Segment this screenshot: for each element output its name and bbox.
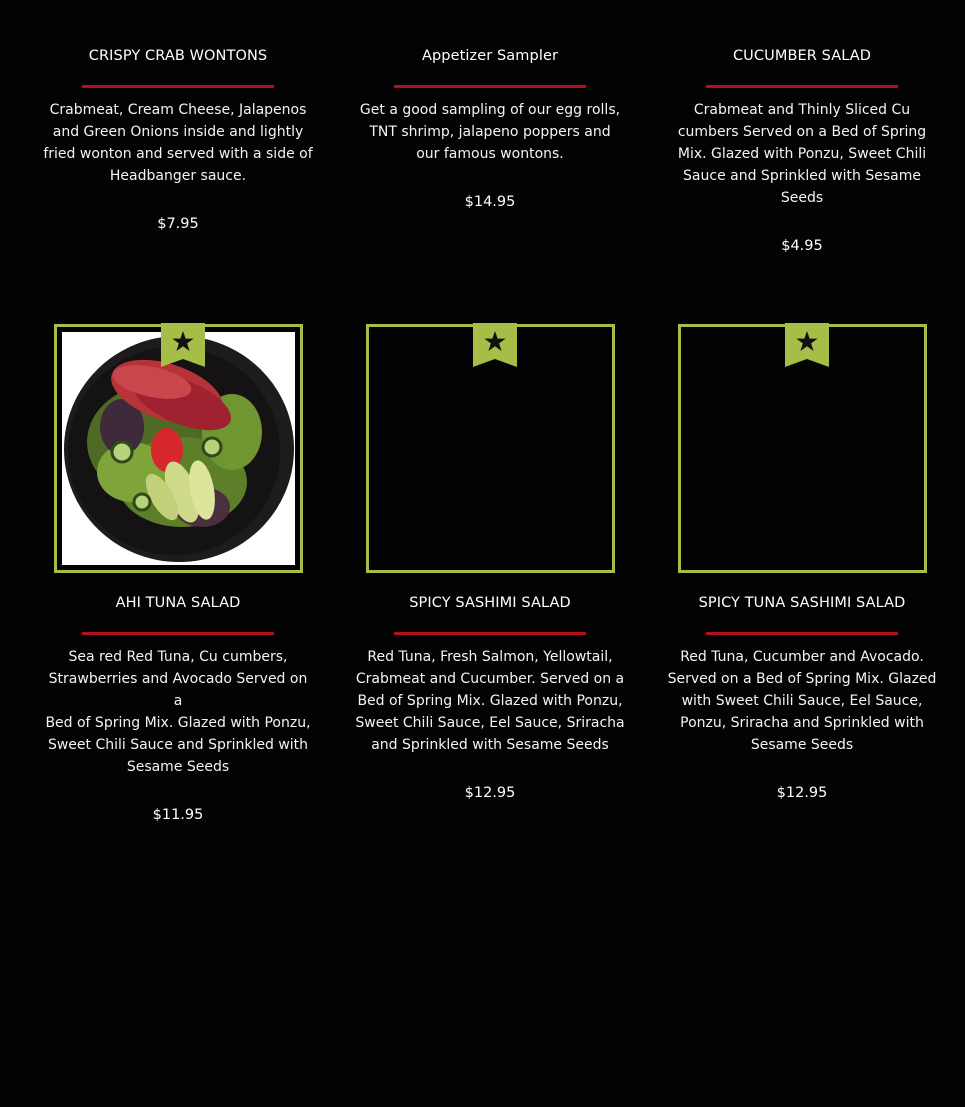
item-price: $12.95 xyxy=(776,785,828,801)
desc-line: Sea red Red Tuna, Cu cumbers, xyxy=(68,649,288,665)
desc-line: Headbanger sauce. xyxy=(109,168,247,184)
menu-item-crispy-crab-wontons xyxy=(43,46,313,234)
item-title: SPICY SASHIMI SALAD xyxy=(409,595,571,611)
item-title: CUCUMBER SALAD xyxy=(732,48,872,64)
item-description xyxy=(355,99,625,165)
star-icon xyxy=(785,323,829,367)
image-frame-spicy-tuna-sashimi-salad[interactable] xyxy=(678,324,927,573)
item-description xyxy=(667,646,937,756)
desc-line: Red Tuna, Cucumber and Avocado. xyxy=(680,649,924,665)
desc-line: and Sprinkled with Sesame Seeds xyxy=(371,737,609,753)
featured-ribbon xyxy=(161,323,205,367)
desc-line: Strawberries and Avocado Served on a xyxy=(48,671,308,709)
item-price: $7.95 xyxy=(157,216,199,232)
desc-line: with Sweet Chili Sauce, Eel Sauce, xyxy=(681,693,923,709)
desc-line: Mix. Glazed with Ponzu, Sweet Chili xyxy=(677,146,927,162)
item-description xyxy=(43,99,313,187)
item-price: $14.95 xyxy=(464,194,516,210)
title-divider xyxy=(706,85,898,88)
menu-item-spicy-sashimi-salad xyxy=(355,593,625,803)
desc-line: cumbers Served on a Bed of Spring xyxy=(677,124,927,140)
desc-line: Crabmeat, Cream Cheese, Jalapenos xyxy=(49,102,307,118)
desc-line: Sesame Seeds xyxy=(126,759,230,775)
desc-line: Sauce and Sprinkled with Sesame xyxy=(683,168,921,184)
title-divider xyxy=(394,632,586,635)
desc-line: Sesame Seeds xyxy=(750,737,854,753)
title-divider xyxy=(394,85,586,88)
title-divider xyxy=(82,85,274,88)
item-title: Appetizer Sampler xyxy=(421,48,559,64)
item-description xyxy=(355,646,625,756)
featured-ribbon xyxy=(785,323,829,367)
item-price: $12.95 xyxy=(464,785,516,801)
desc-line: Crabmeat and Thinly Sliced Cu xyxy=(693,102,911,118)
featured-ribbon xyxy=(473,323,517,367)
desc-line: Seeds xyxy=(780,190,824,206)
desc-line: our famous wontons. xyxy=(416,146,564,162)
desc-line: Sweet Chili Sauce and Sprinkled with xyxy=(47,737,309,753)
title-divider xyxy=(706,632,898,635)
desc-line: Bed of Spring Mix. Glazed with Ponzu, xyxy=(45,715,311,731)
menu-item-appetizer-sampler xyxy=(355,46,625,212)
desc-line: Served on a Bed of Spring Mix. Glazed xyxy=(667,671,937,687)
desc-line: Crabmeat and Cucumber. Served on a xyxy=(355,671,625,687)
desc-line: Sweet Chili Sauce, Eel Sauce, Sriracha xyxy=(355,715,625,731)
item-title: CRISPY CRAB WONTONS xyxy=(88,48,268,64)
menu-item-spicy-tuna-sashimi-salad xyxy=(667,593,937,803)
title-divider xyxy=(82,632,274,635)
item-price: $4.95 xyxy=(781,238,823,254)
menu-item-cucumber-salad xyxy=(667,46,937,256)
image-frame-spicy-sashimi-salad[interactable] xyxy=(366,324,615,573)
item-description xyxy=(43,646,313,778)
desc-line: Get a good sampling of our egg rolls, xyxy=(359,102,621,118)
desc-line: Bed of Spring Mix. Glazed with Ponzu, xyxy=(357,693,623,709)
desc-line: fried wonton and served with a side of xyxy=(43,146,313,162)
desc-line: and Green Onions inside and lightly xyxy=(52,124,304,140)
star-icon xyxy=(161,323,205,367)
item-title: SPICY TUNA SASHIMI SALAD xyxy=(698,595,906,611)
desc-line: Ponzu, Sriracha and Sprinkled with xyxy=(680,715,924,731)
desc-line: Red Tuna, Fresh Salmon, Yellowtail, xyxy=(367,649,613,665)
image-frame-ahi-tuna-salad[interactable] xyxy=(54,324,303,573)
item-description xyxy=(667,99,937,209)
star-icon xyxy=(473,323,517,367)
desc-line: TNT shrimp, jalapeno poppers and xyxy=(369,124,611,140)
item-title: AHI TUNA SALAD xyxy=(115,595,241,611)
item-price: $11.95 xyxy=(152,807,204,823)
menu-item-ahi-tuna-salad xyxy=(43,593,313,825)
